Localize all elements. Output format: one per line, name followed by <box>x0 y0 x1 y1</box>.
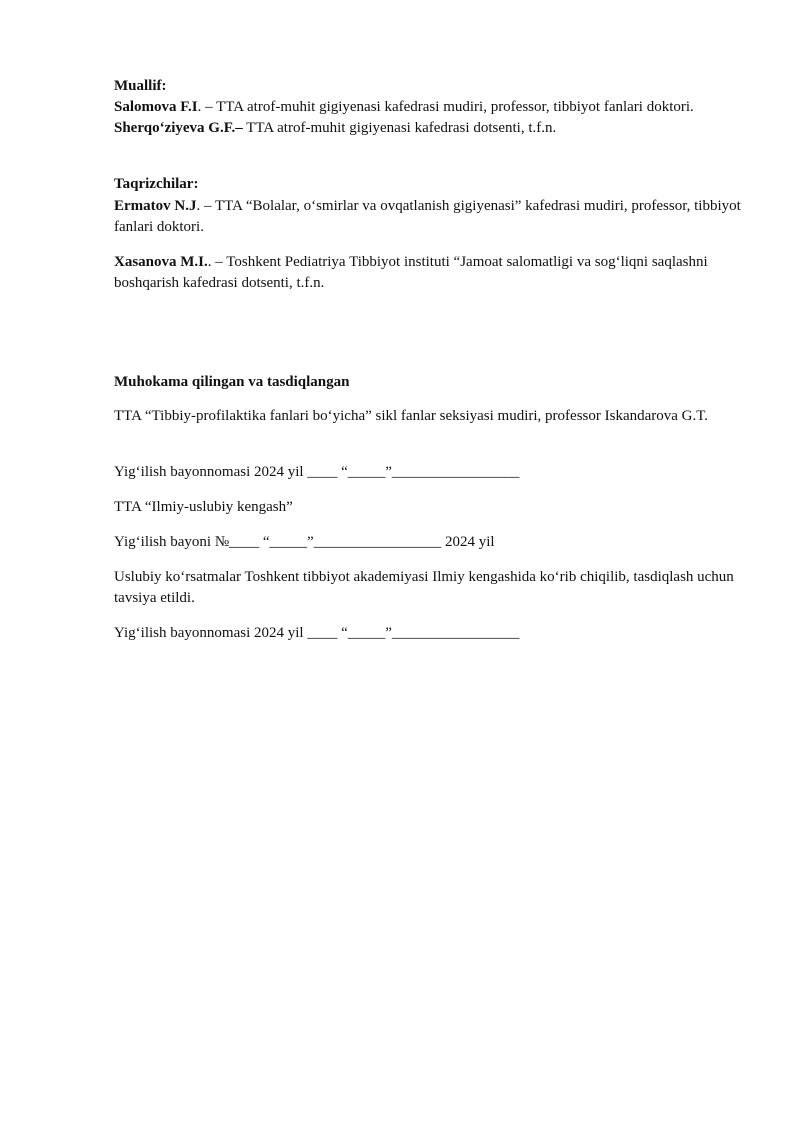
author-entry <box>114 97 694 118</box>
meeting-minutes-line: Yig‘ilish bayonnomasi 2024 yil ____ “_____”_________________ <box>114 625 520 641</box>
scientific-council-line: TTA “Ilmiy-uslubiy kengash” <box>114 499 293 515</box>
approval-section-head: TTA “Tibbiy-profilaktika fanlari bo‘yicha” sikl fanlar seksiyasi mudiri, professor Iskandarova G.T. <box>114 408 709 424</box>
reviewer-entry <box>114 252 714 294</box>
recommendation-text: Uslubiy ko‘rsatmalar Toshkent tibbiyot akademiyasi Ilmiy kengashida ko‘rib chiqilib, tasdiqlash uchun tavsiya etildi. <box>114 569 734 606</box>
author-separator: . – <box>197 99 217 115</box>
reviewers-heading: Taqrizchilar: <box>114 176 199 192</box>
author-description: TTA atrof-muhit gigiyenasi kafedrasi dotsenti, t.f.n. <box>246 120 557 136</box>
authors-heading: Muallif: <box>114 78 167 94</box>
author-entry <box>114 118 556 139</box>
reviewer-description: TTA “Bolalar, o‘smirlar va ovqatlanish gigiyenasi” kafedrasi mudiri, professor, tibbiyot fanlari doktori. <box>114 198 741 235</box>
document-page <box>114 0 754 1131</box>
approval-heading: Muhokama qilingan va tasdiqlangan <box>114 374 350 390</box>
author-name: Salomova F.I <box>114 99 198 115</box>
author-name: Sherqo‘ziyeva G.F.– <box>114 120 243 136</box>
reviewer-name: Ermatov N.J <box>114 198 197 214</box>
reviewer-separator: . – <box>196 198 215 214</box>
reviewer-description: Toshkent Pediatriya Tibbiyot instituti “Jamoat salomatligi va sog‘liqni saqlashni boshqarish kafedrasi dotsenti, t.f.n. <box>114 254 708 291</box>
reviewer-entry <box>114 196 744 238</box>
meeting-minutes-line: Yig‘ilish bayonnomasi 2024 yil ____ “_____”_________________ <box>114 464 520 480</box>
author-description: TTA atrof-muhit gigiyenasi kafedrasi mudiri, professor, tibbiyot fanlari doktori. <box>216 99 694 115</box>
reviewer-name: Xasanova M.I. <box>114 254 208 270</box>
reviewer-separator: . – <box>207 254 227 270</box>
meeting-number-line: Yig‘ilish bayoni №____ “_____”_________________ 2024 yil <box>114 534 495 550</box>
